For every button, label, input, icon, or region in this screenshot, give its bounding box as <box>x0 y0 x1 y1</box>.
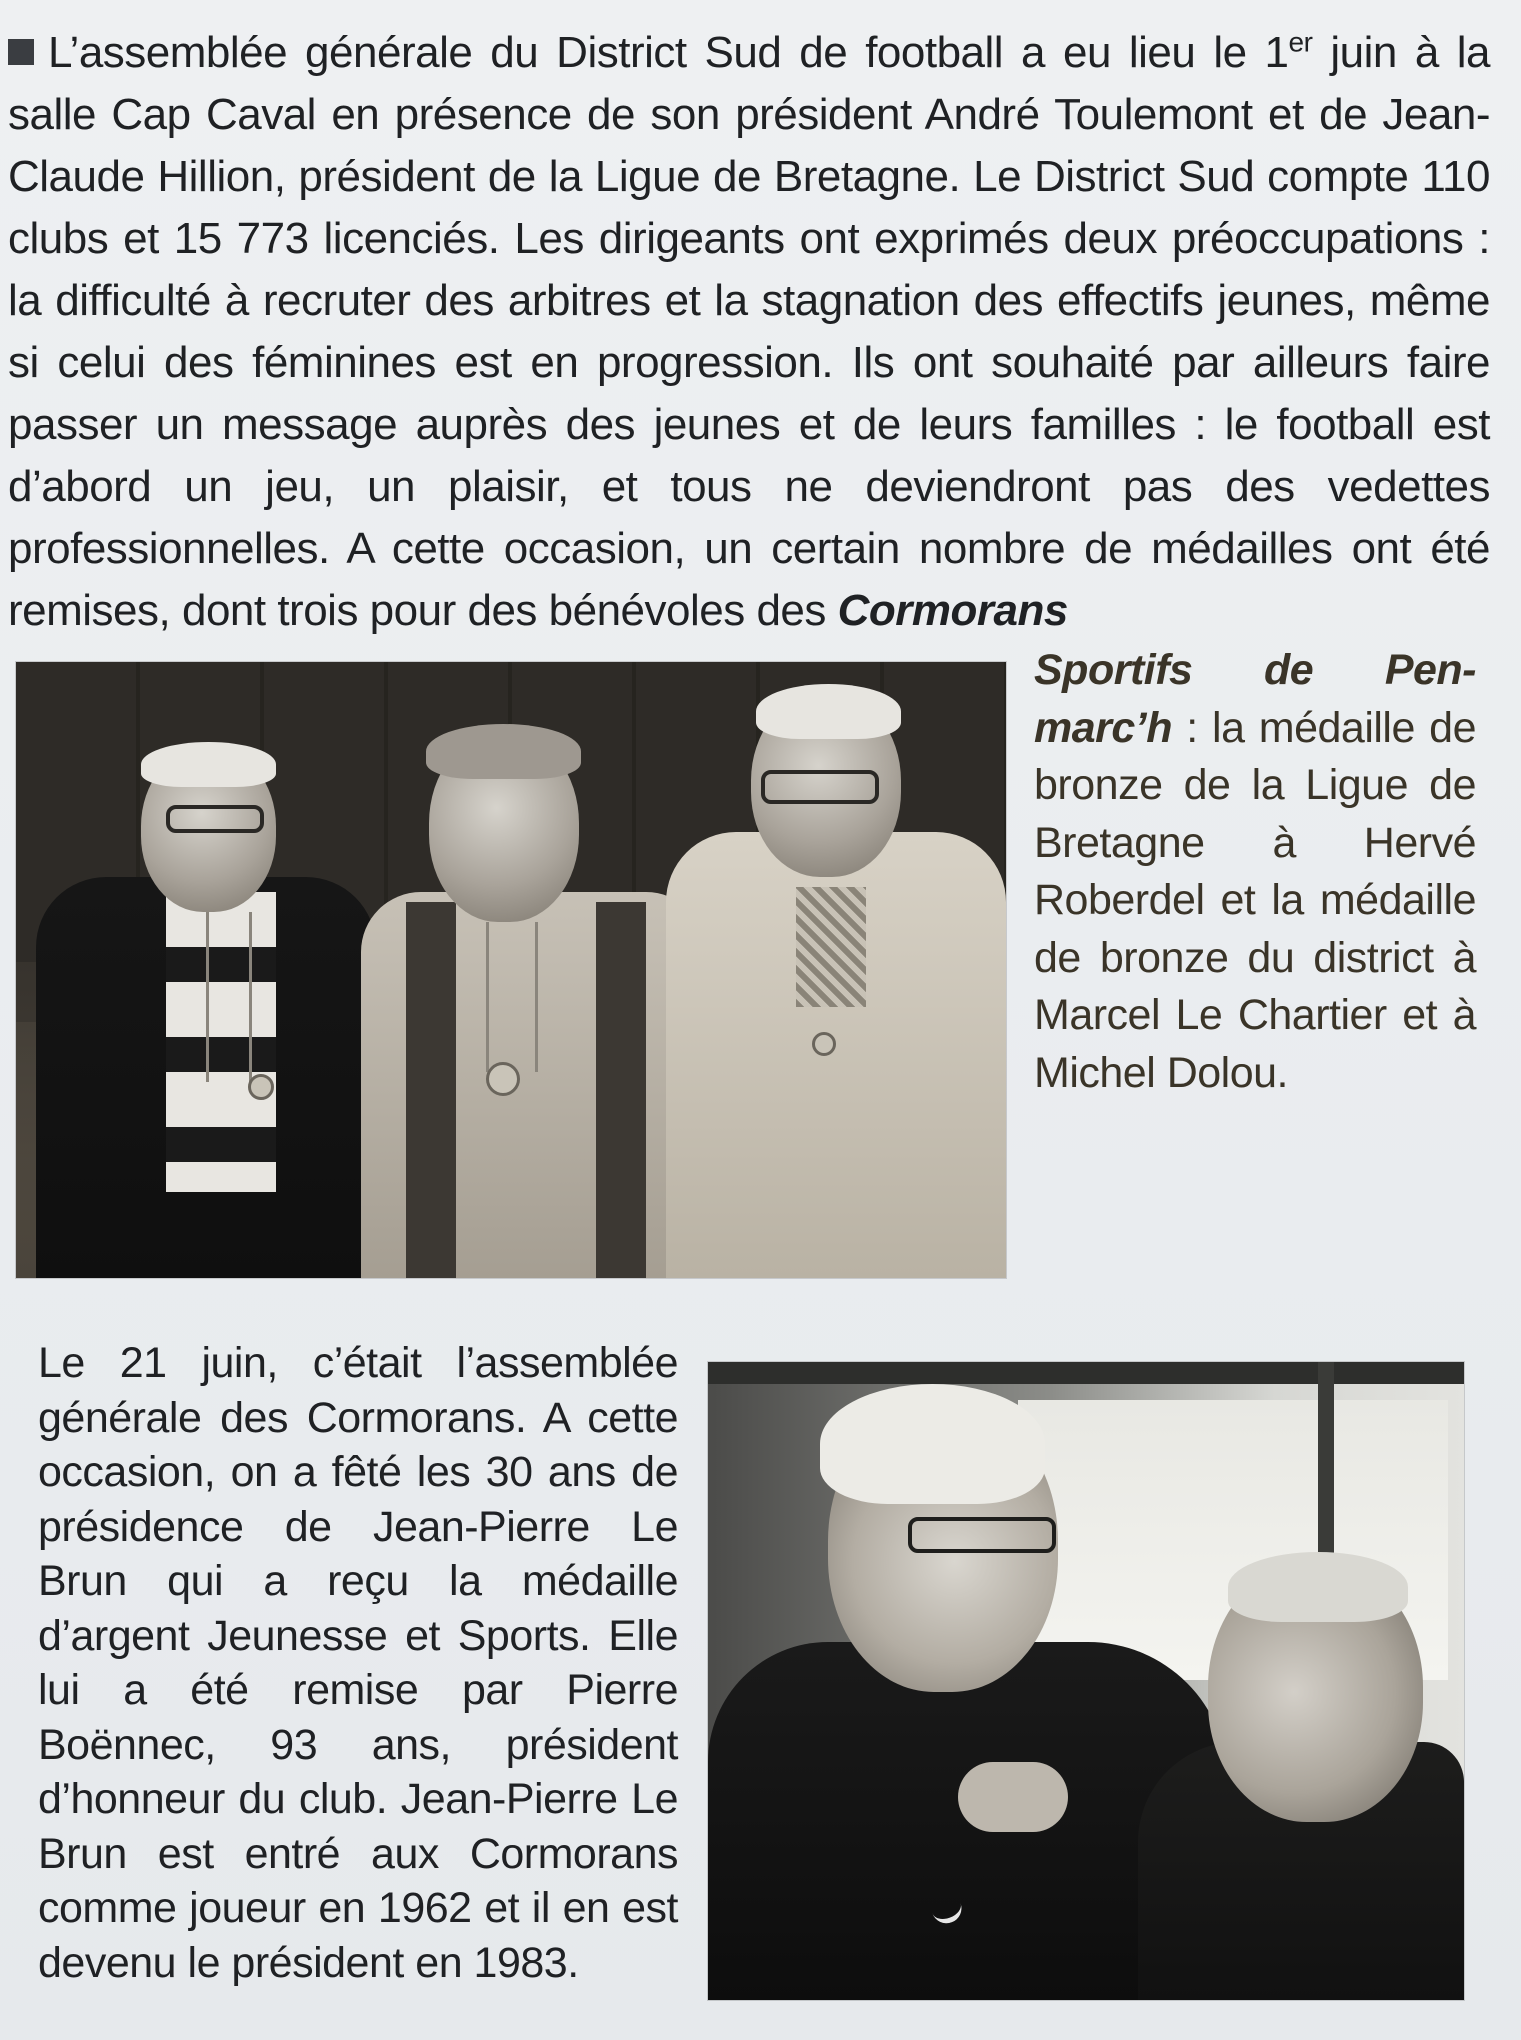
intro-text: L’assemblée générale du District Sud de football a eu lieu le 1 <box>48 28 1289 77</box>
glasses-left <box>166 805 264 833</box>
photo-three-medalists <box>16 662 1006 1278</box>
medal-center <box>486 1062 520 1096</box>
presenting-hands <box>958 1762 1068 1832</box>
photo-medal-presentation <box>708 1362 1464 2000</box>
hair-receiving <box>820 1384 1045 1504</box>
ordinal-superscript: er <box>1288 26 1313 58</box>
club-name-end: Sportifs de Pen-marc’h <box>1034 646 1476 752</box>
medal-right <box>812 1032 836 1056</box>
medal-ribbon-left <box>206 912 252 1082</box>
hair-left <box>141 742 276 787</box>
vest-right-panel <box>596 902 646 1278</box>
hair-right <box>756 684 901 739</box>
square-bullet-icon <box>8 39 34 65</box>
intro-text-rest: juin à la salle Cap Caval en présence de son président André Toulemont et de Jean-Claude Hillion, président de la Ligue de Bretagne. Le District Sud compte 110 clubs et 15 773 licenciés. Les dirigeants ont exprimés deux préoccupations : la difficulté à recruter des arbitres et la stagnation des effectifs jeunes, même si celui des féminines est en progression. Ils ont souhaité par ailleurs faire passer un message auprès des jeunes et de leurs familles : le football est d’abord un jeu, un plaisir, et tous ne deviendront pas des vedettes professionnelles. A cette occasion, un certain nombre de médailles ont été remises, dont trois pour des bénévoles des <box>8 28 1490 635</box>
vest-left-panel <box>406 902 456 1278</box>
intro-paragraph <box>8 22 1490 642</box>
second-paragraph-text: Le 21 juin, c’était l’assemblée générale des Cormorans. A cette occasion, on a fêté les 30 ans de présidence de Jean-Pierre Le Brun qui a reçu la médaille d’argent Jeunesse et Sports. Elle lui a été remise par Pierre Boënnec, 93 ans, président d’honneur du club. Jean-Pierre Le Brun est entré aux Cormorans comme joueur en 1962 et il en est devenu le président en 1983. <box>38 1339 678 1987</box>
club-name-start: Cormorans <box>837 586 1068 635</box>
second-paragraph <box>38 1336 678 1990</box>
glasses-receiving <box>908 1517 1056 1553</box>
glasses-right <box>761 770 879 804</box>
hair-center <box>426 724 581 779</box>
medal-left <box>248 1074 274 1100</box>
hair-presenting <box>1228 1552 1408 1622</box>
side-paragraph-text: : la médaille de bronze de la Ligue de Bretagne à Hervé Roberdel et la médaille de bronze du district à Marcel Le Chartier et à Michel Dolou. <box>1034 703 1476 1097</box>
medal-ribbon-center <box>486 922 538 1072</box>
side-paragraph <box>1034 642 1476 1102</box>
checked-shirt <box>796 887 866 1007</box>
photo-top-edge <box>708 1362 1464 1384</box>
